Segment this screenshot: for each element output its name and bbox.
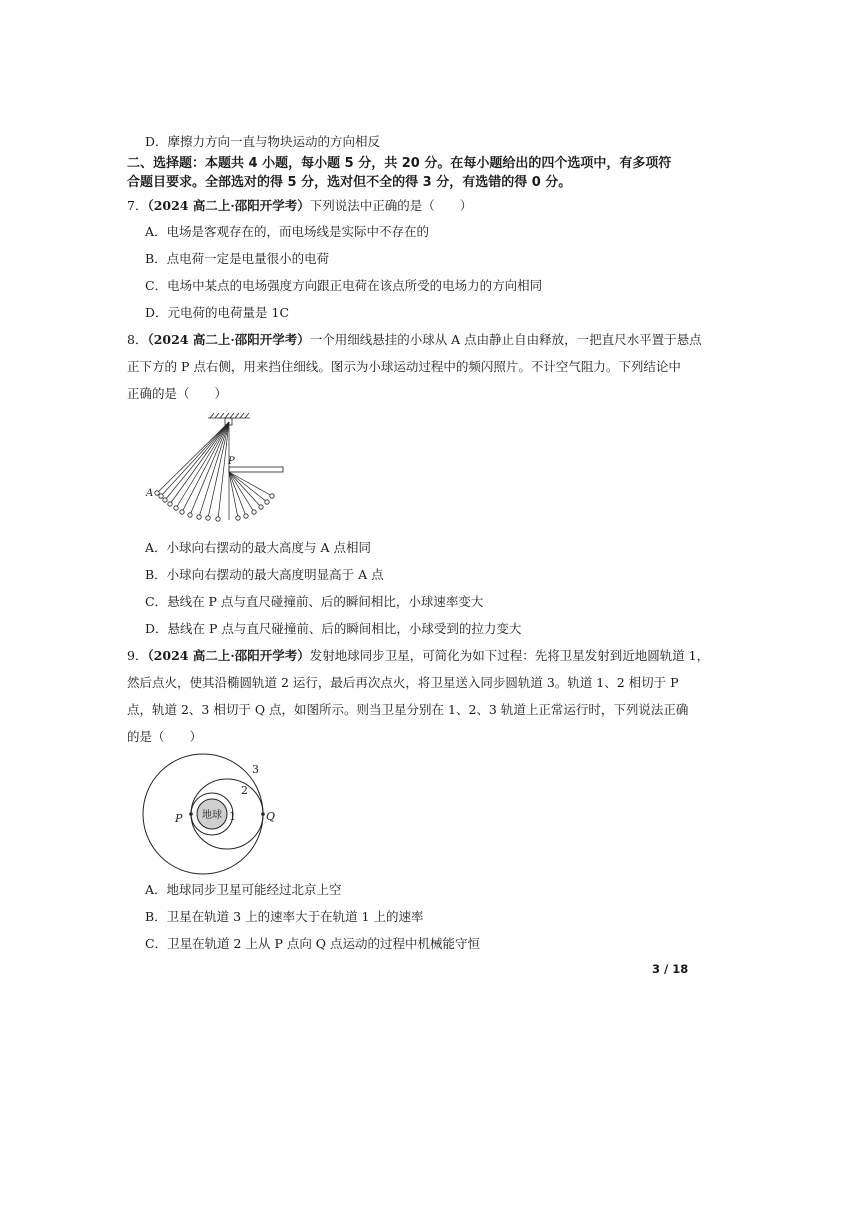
question-9-stem-line-1	[127, 648, 709, 664]
label-p: P	[175, 812, 183, 825]
pendulum-figure	[140, 410, 300, 530]
label-q: Q	[266, 810, 276, 823]
question-source: （2024 高二上·邵阳开学考）	[147, 648, 310, 663]
question-8-option-a: A．小球向右摆动的最大高度与 A 点相同	[145, 540, 372, 555]
question-text: 一个用细线悬挂的小球从 A 点由静止自由释放，一把直尺水平置于悬点	[309, 332, 702, 347]
question-7-option-a: A．电场是客观存在的，而电场线是实际中不存在的	[145, 224, 430, 239]
section-heading-line-2: 合题目要求。全部选对的得 5 分，选对但不全的得 3 分，有选错的得 0 分。	[127, 175, 572, 190]
question-text: 下列说法中正确的是（ ）	[309, 198, 473, 213]
question-8-stem-line-2: 正下方的 P 点右侧，用来挡住细线。图示为小球运动过程中的频闪照片。不计空气阻力。下列结论中	[127, 359, 681, 374]
question-source: （2024 高二上·邵阳开学考）	[147, 332, 310, 347]
question-6-option-d: D．摩擦力方向一直与物块运动的方向相反	[145, 134, 381, 149]
ceiling-hatch	[208, 413, 250, 418]
section-heading-line-1: 二、选择题：本题共 4 小题，每小题 5 分，共 20 分。在每小题给出的四个选项中，有多项符	[127, 156, 672, 171]
question-7-option-d: D．元电荷的电荷量是 1C	[145, 305, 290, 320]
earth-label: 地球	[202, 810, 222, 821]
orbit-figure	[140, 752, 300, 877]
question-7-option-c: C．电场中某点的电场强度方向跟正电荷在该点所受的电场力的方向相同	[145, 278, 543, 293]
question-text: 发射地球同步卫星，可简化为如下过程：先将卫星发射到近地圆轨道 1，	[309, 648, 710, 663]
question-9-stem-line-2: 然后点火，使其沿椭圆轨道 2 运行，最后再次点火，将卫星送入同步圆轨道 3。轨道 1、2 相切于 P	[127, 675, 679, 690]
pendulum-balls	[155, 491, 274, 521]
question-number: 7．	[127, 198, 148, 213]
question-7-stem	[127, 198, 472, 214]
label-orbit-3: 3	[252, 763, 259, 776]
question-8-stem-line-3: 正确的是（ ）	[127, 386, 228, 401]
question-8-option-b: B．小球向右摆动的最大高度明显高于 A 点	[145, 567, 384, 582]
pendulum-strings-right	[229, 472, 272, 518]
question-number: 9．	[127, 648, 148, 663]
question-9-option-a: A．地球同步卫星可能经过北京上空	[145, 882, 342, 897]
ruler	[229, 467, 283, 472]
page-number: 3 / 18	[652, 962, 689, 976]
question-9-option-b: B．卫星在轨道 3 上的速率大于在轨道 1 上的速率	[145, 909, 424, 924]
question-8-stem-line-1	[127, 332, 702, 348]
point-p	[189, 812, 193, 816]
question-9-option-c: C．卫星在轨道 2 上从 P 点向 Q 点运动的过程中机械能守恒	[145, 936, 481, 951]
question-8-option-d: D．悬线在 P 点与直尺碰撞前、后的瞬间相比，小球受到的拉力变大	[145, 621, 522, 636]
label-orbit-1: 1	[229, 810, 236, 823]
question-source: （2024 高二上·邵阳开学考）	[147, 198, 310, 213]
question-9-stem-line-3: 点，轨道 2、3 相切于 Q 点，如图所示。则当卫星分别在 1、2、3 轨道上正常运行时，下列说法正确	[127, 702, 689, 717]
point-q	[261, 812, 265, 816]
label-p: P	[228, 456, 235, 467]
question-8-option-c: C．悬线在 P 点与直尺碰撞前、后的瞬间相比，小球速率变大	[145, 594, 484, 609]
question-7-option-b: B．点电荷一定是电量很小的电荷	[145, 251, 330, 266]
question-9-stem-line-4: 的是（ ）	[127, 729, 203, 744]
label-a: A	[146, 488, 154, 499]
label-orbit-2: 2	[241, 784, 248, 797]
question-number: 8．	[127, 332, 148, 347]
